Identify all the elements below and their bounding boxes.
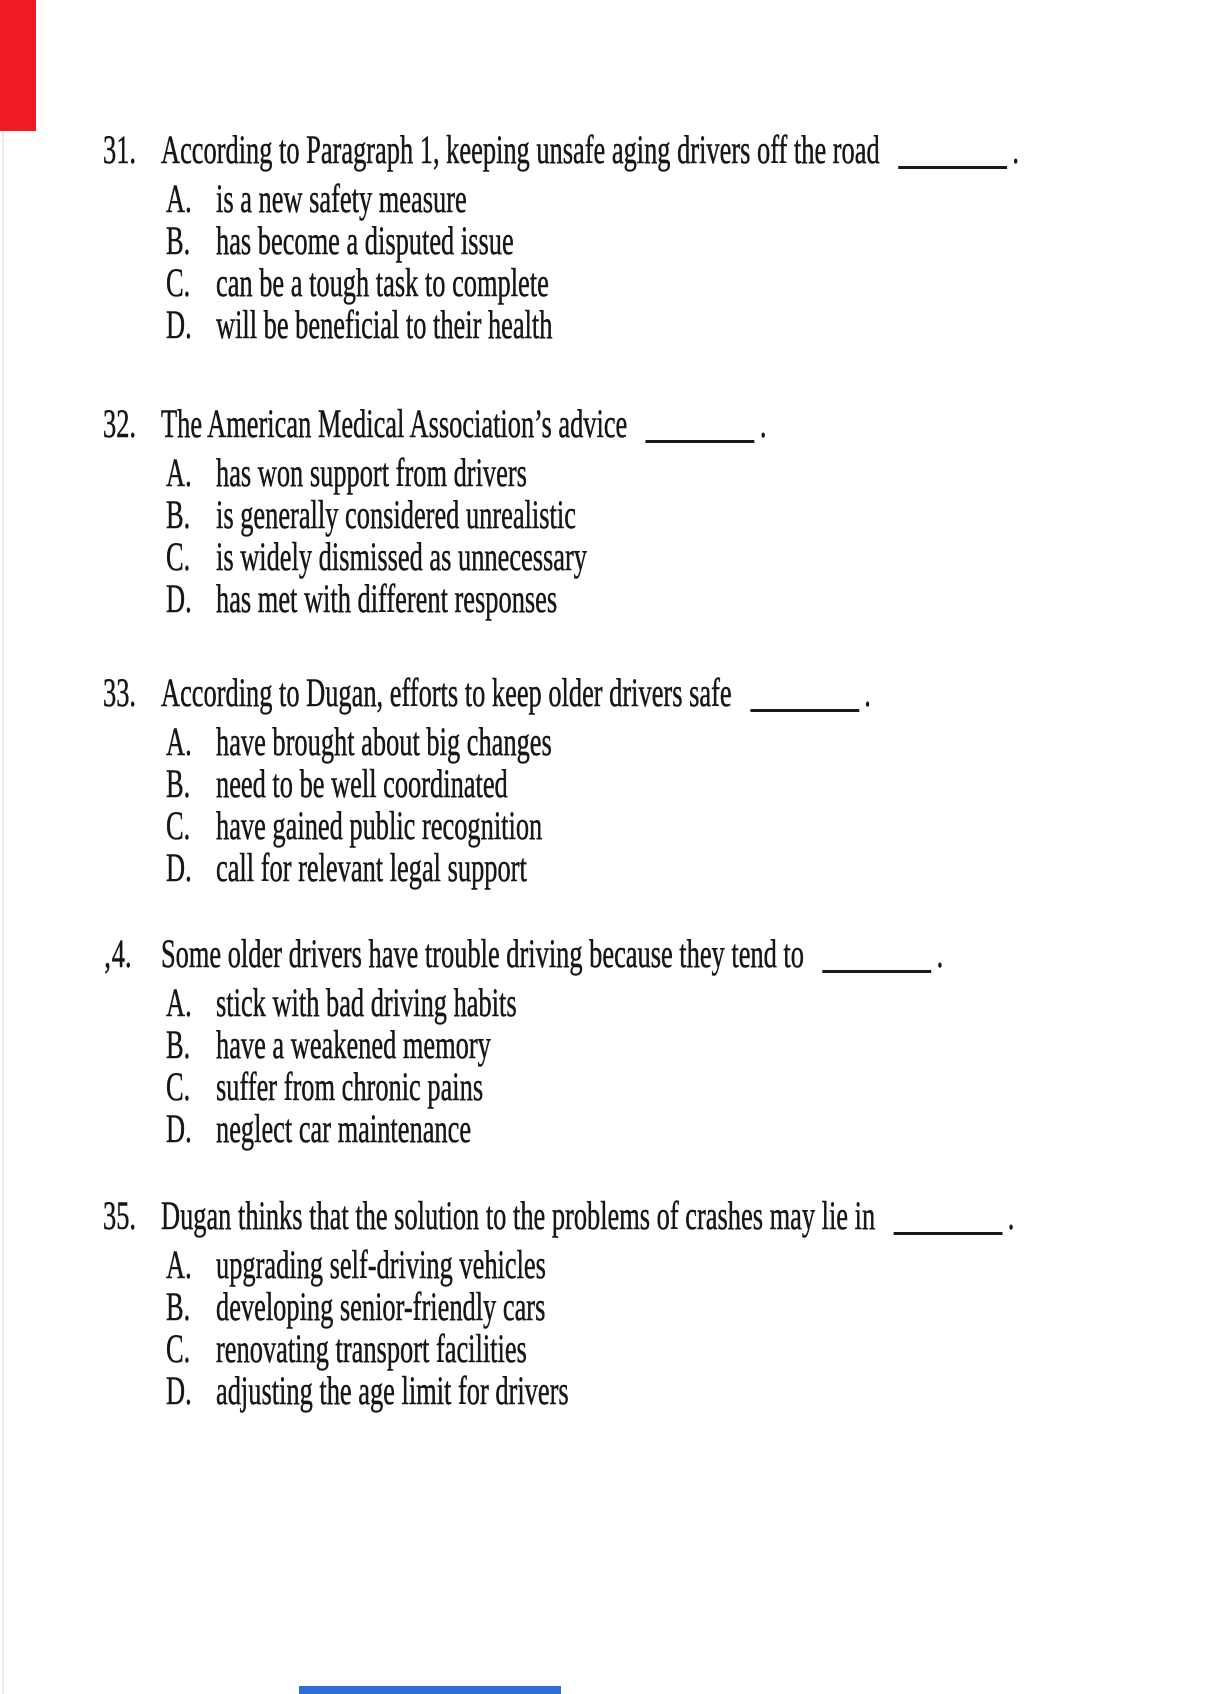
option-text: adjusting the age limit for drivers — [216, 1368, 569, 1413]
option-row — [0, 980, 1225, 1025]
option-row — [0, 1242, 1225, 1287]
question-block — [0, 401, 1225, 621]
option-letter: A. — [166, 450, 192, 495]
question-stem-row — [0, 1193, 1225, 1245]
question-stem — [161, 931, 944, 976]
option-letter: A. — [166, 719, 192, 764]
option-text: has won support from drivers — [216, 450, 527, 495]
question-number: 32. — [103, 401, 136, 446]
option-row — [0, 803, 1225, 848]
blank-period: . — [936, 931, 944, 976]
question-stem-text: The American Medical Association’s advice — [161, 401, 628, 446]
question-stem-text: According to Paragraph 1, keeping unsafe aging drivers off the road — [161, 127, 880, 172]
question-stem — [161, 670, 871, 715]
question-stem — [161, 1193, 1015, 1238]
blank-period: . — [759, 401, 767, 446]
question-stem-row — [0, 401, 1225, 453]
options — [0, 980, 1225, 1151]
option-letter: A. — [166, 980, 192, 1025]
option-letter: C. — [166, 803, 191, 848]
option-text: is widely dismissed as unnecessary — [216, 534, 588, 579]
option-row — [0, 1368, 1225, 1413]
answer-blank — [894, 1226, 1003, 1235]
option-text: renovating transport facilities — [216, 1326, 527, 1371]
answer-blank — [898, 160, 1007, 169]
blank-period: . — [1007, 1193, 1015, 1238]
question-number: 31. — [103, 127, 136, 172]
option-letter: D. — [166, 1106, 192, 1151]
question-block — [0, 931, 1225, 1151]
option-letter: C. — [166, 1326, 191, 1371]
option-letter: A. — [166, 1242, 192, 1287]
answer-blank — [750, 703, 859, 712]
option-letter: B. — [166, 761, 191, 806]
blank-period: . — [864, 670, 871, 715]
question-stem-row — [0, 670, 1225, 722]
option-row — [0, 1064, 1225, 1109]
option-letter: D. — [166, 576, 192, 621]
option-text: will be beneficial to their health — [216, 302, 553, 347]
option-text: developing senior-friendly cars — [216, 1284, 546, 1329]
option-letter: C. — [166, 534, 191, 579]
question-stem — [161, 401, 767, 446]
option-text: have brought about big changes — [216, 719, 552, 764]
options — [0, 450, 1225, 621]
question-block — [0, 670, 1225, 890]
question-stem — [161, 127, 1019, 172]
option-text: have a weakened memory — [216, 1022, 491, 1067]
option-text: can be a tough task to complete — [216, 260, 549, 305]
option-letter: B. — [166, 1284, 191, 1329]
question-stem-text: Some older drivers have trouble driving because they tend to — [161, 931, 804, 976]
option-row — [0, 1284, 1225, 1329]
option-row — [0, 1106, 1225, 1151]
answer-blank — [646, 434, 755, 443]
options — [0, 176, 1225, 347]
option-row — [0, 761, 1225, 806]
option-letter: D. — [166, 302, 192, 347]
option-text: stick with bad driving habits — [216, 980, 517, 1025]
option-row — [0, 176, 1225, 221]
option-row — [0, 1022, 1225, 1067]
question-stem-text: According to Dugan, efforts to keep older drivers safe — [161, 670, 732, 715]
option-text: upgrading self-driving vehicles — [216, 1242, 546, 1287]
options — [0, 1242, 1225, 1413]
option-row — [0, 260, 1225, 305]
option-row — [0, 845, 1225, 890]
answer-blank — [822, 964, 931, 973]
option-row — [0, 492, 1225, 537]
option-text: suffer from chronic pains — [216, 1064, 484, 1109]
option-text: has become a disputed issue — [216, 218, 514, 263]
option-text: neglect car maintenance — [216, 1106, 472, 1151]
option-letter: B. — [166, 1022, 191, 1067]
option-text: has met with different responses — [216, 576, 558, 621]
option-row — [0, 534, 1225, 579]
question-block — [0, 1193, 1225, 1413]
blank-period: . — [1012, 127, 1019, 172]
option-letter: D. — [166, 845, 192, 890]
option-text: call for relevant legal support — [216, 845, 527, 890]
option-row — [0, 1326, 1225, 1371]
option-text: is a new safety measure — [216, 176, 467, 221]
option-row — [0, 576, 1225, 621]
question-stem-row — [0, 931, 1225, 983]
question-number: ‚4. — [103, 931, 132, 976]
question-stem-row — [0, 127, 1225, 179]
option-row — [0, 450, 1225, 495]
question-number: 35. — [103, 1193, 136, 1238]
option-row — [0, 302, 1225, 347]
option-letter: B. — [166, 492, 191, 537]
option-text: have gained public recognition — [216, 803, 543, 848]
option-text: is generally considered unrealistic — [216, 492, 576, 537]
option-text: need to be well coordinated — [216, 761, 508, 806]
options — [0, 719, 1225, 890]
option-letter: C. — [166, 1064, 191, 1109]
option-letter: B. — [166, 218, 191, 263]
option-letter: C. — [166, 260, 191, 305]
option-letter: A. — [166, 176, 192, 221]
option-row — [0, 218, 1225, 263]
question-block — [0, 127, 1225, 347]
option-row — [0, 719, 1225, 764]
option-letter: D. — [166, 1368, 192, 1413]
question-stem-text: Dugan thinks that the solution to the problems of crashes may lie in — [161, 1193, 876, 1238]
question-number: 33. — [103, 670, 136, 715]
